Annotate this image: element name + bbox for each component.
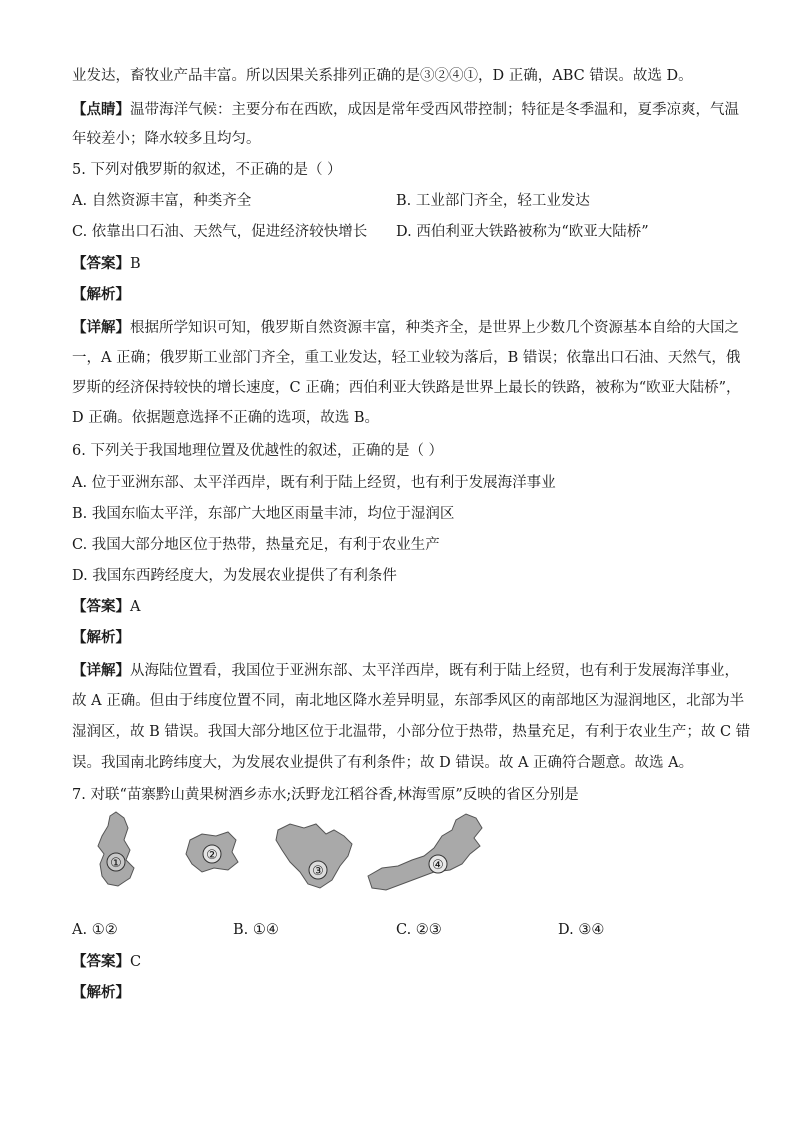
q5-option-b: B. 工业部门齐全，轻工业发达 [396,193,590,209]
q5-option-c: C. 依靠出口石油、天然气，促进经济较快增长 [72,224,368,240]
q5-detail-line-1 [72,318,739,338]
q6-option-a: A. 位于亚洲东部、太平洋西岸，既有利于陆上经贸，也有利于发展海洋事业 [72,475,556,491]
q5-jiexi-tag: 【解析】 [72,286,130,303]
map-label-2: ② [206,848,218,863]
dianjing-line-1 [72,100,739,120]
answer-value: B [130,256,141,272]
q5-option-a: A. 自然资源丰富，种类齐全 [72,193,252,209]
detail-text: 根据所学知识可知，俄罗斯自然资源丰富，种类齐全，是世界上少数几个资源基本自给的大国之 [130,320,739,336]
q5-detail-line-3: 罗斯的经济保持较快的增长速度，C 正确；西伯利亚大铁路是世界上最长的铁路，被称为“欧亚大陆桥”， [72,380,741,396]
answer-tag: 【答案】 [72,598,130,615]
q7-option-b: B. ①④ [233,922,279,938]
intro-line: 业发达，畜牧业产品丰富。所以因果关系排列正确的是③②④①，D 正确，ABC 错误。故选 D。 [72,68,693,84]
q6-detail-line-3: 湿润区，故 B 错误。我国大部分地区位于北温带，小部分位于热带，热量充足，有利于农业生产；故 C 错 [72,724,751,740]
map-label-1: ① [110,856,122,871]
q6-detail-line-1 [72,661,739,681]
q7-answer [72,952,722,972]
q6-option-c: C. 我国大部分地区位于热带，热量充足，有利于农业生产 [72,537,440,553]
dianjing-tag: 【点睛】 [72,101,130,118]
q6-option-d: D. 我国东西跨经度大，为发展农业提供了有利条件 [72,568,397,584]
q6-option-b: B. 我国东临太平洋，东部广大地区雨量丰沛，均位于湿润区 [72,506,455,522]
province-map-4 [368,814,482,890]
province-maps-figure [72,810,512,900]
q7-stem: 7. 对联“苗寨黔山黄果树酒乡赤水;沃野龙江稻谷香,林海雪原”反映的省区分别是 [72,787,579,803]
dianjing-text-1: 温带海洋气候：主要分布在西欧，成因是常年受西风带控制；特征是冬季温和，夏季凉爽，气温 [130,102,739,118]
province-map-1 [98,812,134,886]
answer-tag: 【答案】 [72,953,130,970]
q5-option-d: D. 西伯利亚大铁路被称为“欧亚大陆桥” [396,224,649,240]
answer-value: A [130,599,141,615]
province-outline-1 [98,812,134,886]
q6-detail-line-2: 故 A 正确。但由于纬度位置不同，南北地区降水差异明显，东部季风区的南部地区为湿润地区，北部为半 [72,693,745,709]
q5-answer [72,254,722,274]
q6-detail-line-4: 误。我国南北跨纬度大，为发展农业提供了有利条件；故 D 错误。故 A 正确符合题意。故选 A。 [72,755,694,771]
q5-detail-line-2: 一，A 正确；俄罗斯工业部门齐全，重工业发达，轻工业较为落后，B 错误；依靠出口石油、天然气，俄 [72,350,741,366]
map-label-3: ③ [312,864,324,879]
answer-value: C [130,954,142,970]
province-map-3 [276,824,352,888]
q7-option-c: C. ②③ [396,922,442,938]
q6-stem: 6. 下列关于我国地理位置及优越性的叙述，正确的是（ ） [72,443,444,459]
answer-tag: 【答案】 [72,255,130,272]
q7-jiexi-tag: 【解析】 [72,984,130,1001]
q7-option-a: A. ①② [72,922,118,938]
q5-detail-line-4: D 正确。依据题意选择不正确的选项，故选 B。 [72,410,379,426]
detail-tag: 【详解】 [72,319,130,336]
q6-answer [72,597,722,617]
q6-jiexi-tag: 【解析】 [72,629,130,646]
detail-tag: 【详解】 [72,662,130,679]
province-map-2 [186,832,238,872]
detail-text: 从海陆位置看，我国位于亚洲东部、太平洋西岸，既有利于陆上经贸，也有利于发展海洋事业， [130,663,739,679]
province-outline-4 [368,814,482,890]
q7-option-d: D. ③④ [558,922,605,938]
q5-stem: 5. 下列对俄罗斯的叙述，不正确的是（ ） [72,162,342,178]
dianjing-line-2: 年较差小；降水较多且均匀。 [72,131,261,147]
map-label-4: ④ [432,858,444,873]
